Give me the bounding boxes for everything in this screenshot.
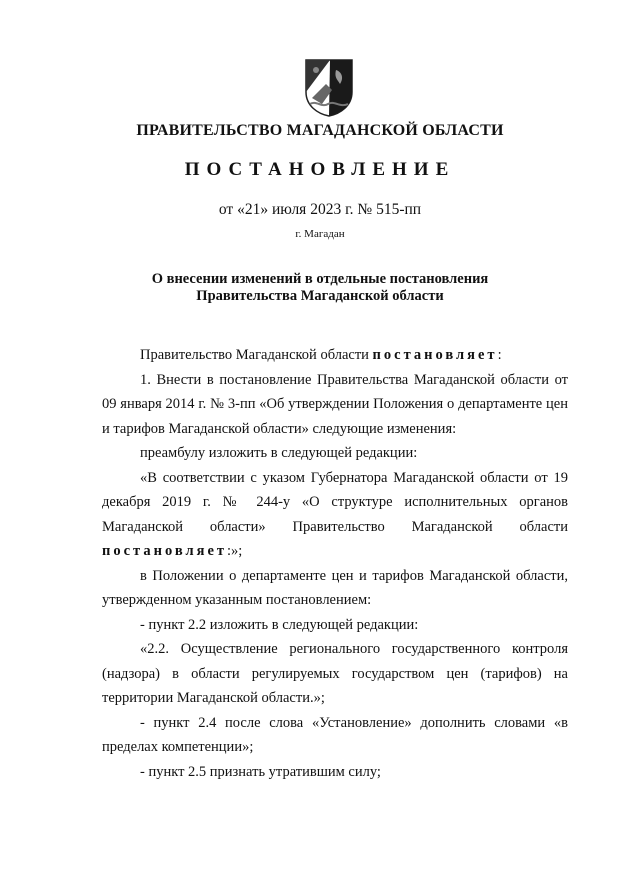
paragraph-4: в Положении о департаменте цен и тарифов Магаданской области, утвержденном указанным постановлением: <box>102 567 568 608</box>
intro-decree-word: постановляет <box>372 347 498 363</box>
document-body <box>102 343 568 784</box>
intro-suffix: : <box>497 347 502 363</box>
document-subject <box>0 271 640 305</box>
paragraph-8: - пункт 2.5 признать утратившим силу; <box>140 763 381 780</box>
paragraph-5: - пункт 2.2 изложить в следующей редакции: <box>140 616 419 633</box>
government-title: ПРАВИТЕЛЬСТВО МАГАДАНСКОЙ ОБЛАСТИ <box>136 122 504 139</box>
paragraph-3-closing: :»; <box>227 543 243 559</box>
city-label: г. Магадан <box>295 228 345 240</box>
intro-paragraph <box>102 343 568 368</box>
intro-prefix: Правительство Магаданской области <box>140 347 373 363</box>
date-and-number: от «21» июля 2023 г. № 515-пп <box>218 201 422 218</box>
coat-of-arms-emblem <box>304 58 354 118</box>
subject-line-1: О внесении изменений в отдельные постановления <box>151 271 489 287</box>
paragraph-1: 1. Внести в постановление Правительства Магаданской области от 09 января 2014 г. № 3-пп «Об утверждении Положения о департаменте цен и тарифов Магаданской области» следующие изменения: <box>102 371 568 437</box>
paragraph-3-end <box>102 539 568 564</box>
paragraph-3-decree-word: постановляет <box>102 543 228 559</box>
document-type-title: ПОСТАНОВЛЕНИЕ <box>184 159 456 180</box>
coat-of-arms-icon <box>304 58 354 118</box>
paragraph-6: «2.2. Осуществление регионального государственного контроля (надзора) в области регулируемых государством цен (тарифов) на территории Магаданской области.»; <box>102 641 568 706</box>
paragraph-3-main: «В соответствии с указом Губернатора Магаданской области от 19 декабря 2019 г. № 244-у «О структуре исполнительных органов Магаданской области» Правительство Магаданской области <box>102 469 568 535</box>
paragraph-2: преамбулу изложить в следующей редакции: <box>140 445 418 461</box>
paragraph-7: - пункт 2.4 после слова «Установление» дополнить словами «в пределах компетенции»; <box>102 714 568 755</box>
subject-line-2: Правительства Магаданской области <box>196 288 444 304</box>
